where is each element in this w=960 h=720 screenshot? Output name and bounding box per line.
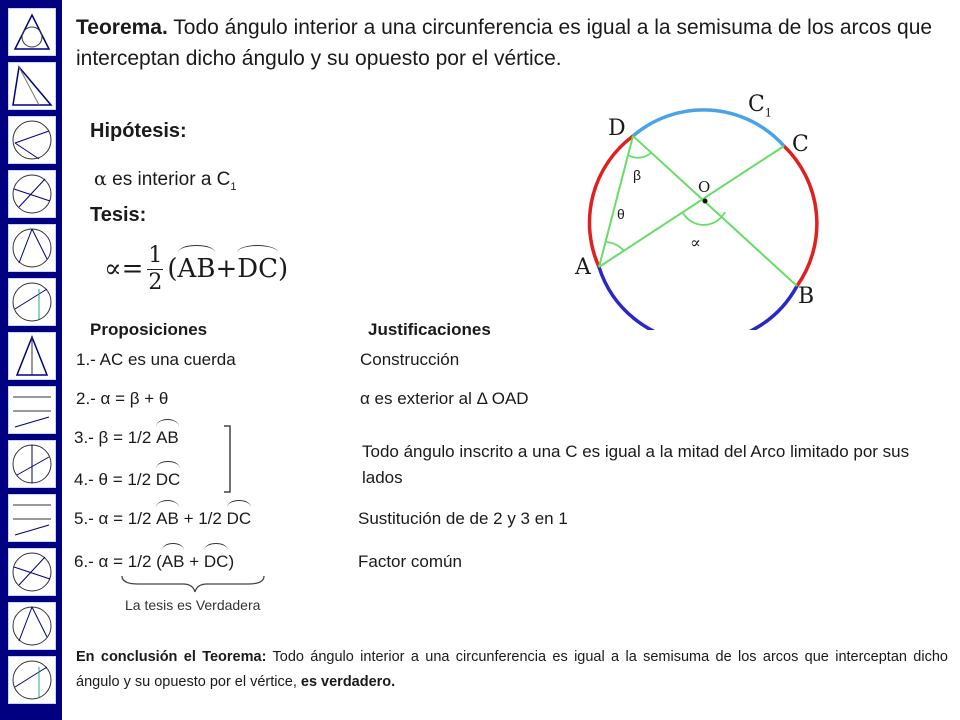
- arc-ab-mark: AB: [156, 428, 179, 447]
- conclusion-lead: En conclusión el Teorema:: [76, 649, 267, 665]
- formula-lhs: ∝=: [104, 254, 144, 284]
- tangent-thumb-icon[interactable]: [8, 494, 56, 542]
- circle-angle-thumb-icon[interactable]: [8, 548, 56, 596]
- triangle-thumb-icon[interactable]: [8, 62, 56, 110]
- proposition-1: 1.- AC es una cuerda: [76, 350, 236, 369]
- circle-angle-thumb-icon[interactable]: [8, 116, 56, 164]
- hypothesis-subscript: 1: [230, 180, 237, 193]
- fraction-num: 1: [148, 242, 163, 268]
- label-c: C: [792, 132, 809, 157]
- bracket-3-4: [222, 424, 238, 494]
- justification-1: Construcción: [360, 350, 460, 369]
- proposition-3: 3.- β = 1/2 AB: [74, 428, 179, 447]
- label-theta: θ: [617, 206, 625, 222]
- formula-fraction: [147, 243, 163, 296]
- circle-angle-thumb-icon[interactable]: [8, 224, 56, 272]
- arc-da: [589, 136, 633, 267]
- center-point: [703, 199, 708, 204]
- conclusion: [76, 645, 948, 695]
- hypothesis-statement: [94, 168, 237, 193]
- hypothesis-text: es interior a C: [112, 169, 231, 190]
- sidebar: [0, 0, 62, 720]
- formula-open-paren: (: [167, 254, 178, 284]
- alpha-symbol: α: [94, 168, 107, 190]
- formula-arc-dc: DC: [237, 254, 278, 284]
- proposition-5: 5.- α = 1/2 AB + 1/2 DC: [74, 509, 252, 528]
- label-d: D: [608, 116, 626, 141]
- formula-plus: +: [215, 254, 238, 284]
- circle-diagram: [560, 100, 860, 330]
- label-beta: β: [633, 167, 642, 183]
- chord-db: [633, 136, 797, 286]
- theorem-statement: [76, 12, 946, 74]
- theorem-label: Teorema.: [76, 16, 168, 39]
- header-propositions: Proposiciones: [90, 320, 208, 339]
- justification-6: Factor común: [358, 552, 462, 571]
- thesis-label: Tesis:: [90, 204, 147, 226]
- proposition-4: 4.- θ = 1/2 DC: [74, 470, 181, 489]
- proposition-6: 6.- α = 1/2 (AB + DC): [74, 552, 235, 571]
- label-b: B: [798, 284, 815, 309]
- thesis-true-note: La tesis es Verdadera: [125, 597, 261, 613]
- justification-2: α es exterior al Δ OAD: [360, 389, 529, 408]
- conclusion-text: Todo ángulo interior a una circunferencia es igual a la semisuma de los arcos que interceptan dicho ángulo y su opuesto por el vértice,: [76, 649, 948, 690]
- justification-3-4: Todo ángulo inscrito a una C es igual a la mitad del Arco limitado por sus lados: [362, 442, 910, 487]
- label-a: A: [575, 255, 591, 280]
- arc-ab: [599, 267, 797, 330]
- justification-5: Sustitución de de 2 y 3 en 1: [358, 509, 568, 528]
- circle-angle-thumb-icon[interactable]: [8, 170, 56, 218]
- theorem-text: Todo ángulo interior a una circunferencia es igual a la semisuma de los arcos que interceptan dicho ángulo y su opuesto por el vértice.: [76, 16, 933, 70]
- hypothesis-label: Hipótesis:: [90, 120, 187, 142]
- label-o: O: [698, 178, 711, 196]
- triangle-thumb-icon[interactable]: [8, 332, 56, 380]
- arc-dc-mark: DC: [155, 470, 181, 489]
- fraction-den: 2: [148, 269, 163, 295]
- conclusion-end: es verdadero.: [300, 674, 396, 690]
- theta-angle-mark: [605, 242, 624, 251]
- thesis-brace: [118, 574, 268, 594]
- tangent-thumb-icon[interactable]: [8, 386, 56, 434]
- triangle-thumb-icon[interactable]: [8, 8, 56, 56]
- proposition-2: 2.- α = β + θ: [76, 389, 169, 408]
- formula-close-paren: ): [277, 254, 289, 284]
- beta-angle-mark: [628, 153, 651, 158]
- label-c1: $C_1$: [748, 92, 772, 120]
- formula-arc-ab: AB: [177, 254, 216, 284]
- thesis-formula: [104, 238, 288, 300]
- label-alpha: ∝: [690, 233, 701, 252]
- header-justifications: Justificaciones: [368, 320, 491, 339]
- circle-angle-thumb-icon[interactable]: [8, 440, 56, 488]
- circle-angle-thumb-icon[interactable]: [8, 656, 56, 704]
- circle-angle-thumb-icon[interactable]: [8, 602, 56, 650]
- circle-angle-thumb-icon[interactable]: [8, 278, 56, 326]
- arc-bc: [784, 146, 817, 286]
